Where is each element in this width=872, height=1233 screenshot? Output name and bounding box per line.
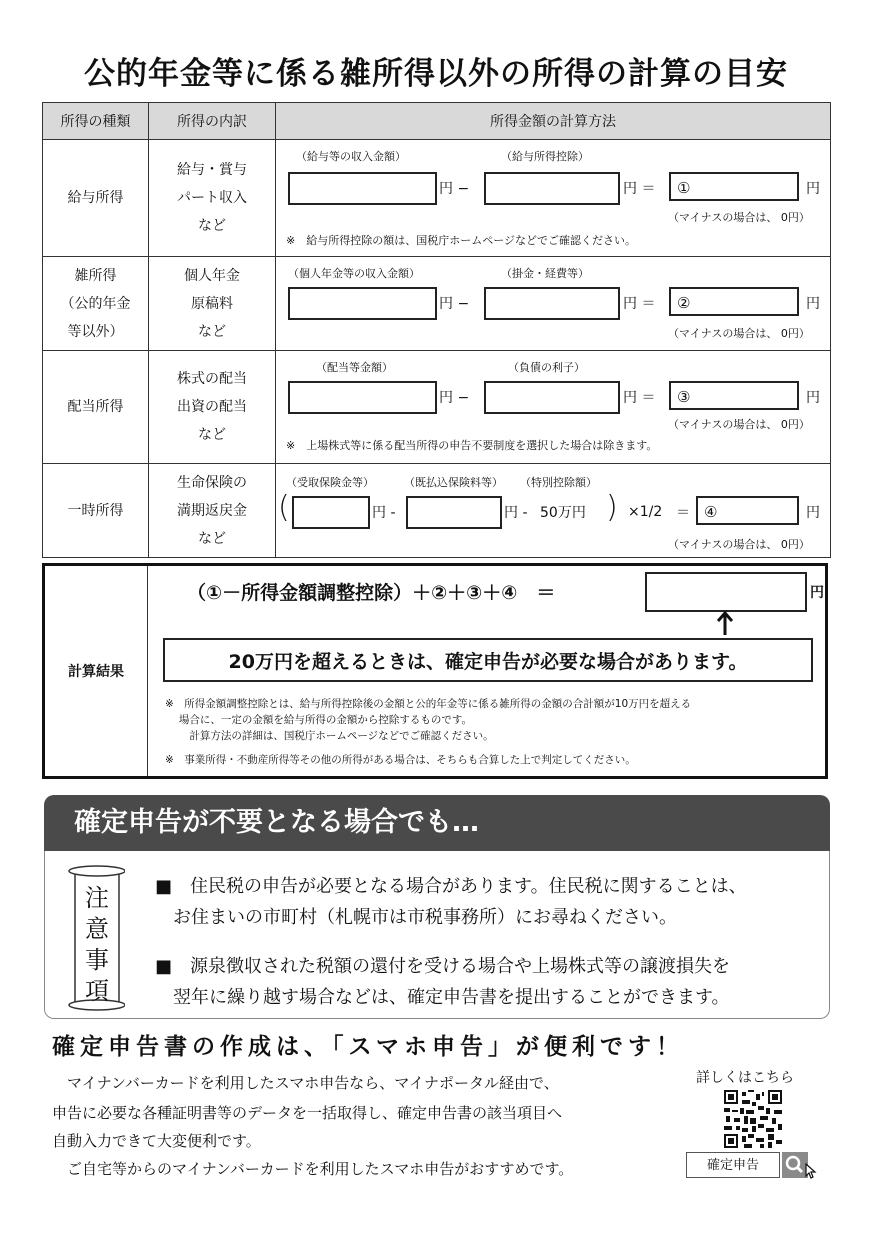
smartphone-heading: 確定申告書の作成は、「スマホ申告」が便利です！ (52, 1034, 685, 1060)
type-line: （公的年金 (60, 295, 131, 312)
special-deduction: 50万円 (540, 505, 586, 521)
income-calc-table (42, 102, 831, 558)
header-income-type: 所得の種類 (43, 103, 149, 140)
caution-item (155, 871, 747, 933)
result-label: 計算結果 (45, 566, 148, 776)
scroll-char: 注 (85, 884, 109, 912)
label-c: （特別控除額） (520, 476, 597, 489)
equals-op: 円 ＝ (623, 296, 656, 312)
detail-line: など (198, 218, 226, 234)
equals-op: ＝ (676, 505, 690, 521)
scroll-char: 項 (85, 977, 109, 1005)
scroll-text (77, 883, 117, 1007)
caution-line: ■ 源泉徴収された税額の還付を受ける場合や上場株式等の譲渡損失を (155, 956, 731, 977)
label-b: （負債の利子） (508, 361, 585, 374)
amount-input-b[interactable] (484, 172, 620, 205)
qr-code-icon[interactable] (724, 1090, 782, 1148)
qr-label: 詳しくはこちら (696, 1070, 794, 1086)
detail-line: 原稿料 (191, 295, 233, 312)
page-title: 公的年金等に係る雑所得以外の所得の計算の目安 (84, 56, 788, 92)
scroll-char: 事 (85, 946, 109, 974)
income-detail (149, 464, 276, 558)
amount-input-a[interactable] (288, 172, 437, 205)
label-b: （既払込保険料等） (404, 476, 503, 489)
search-icon[interactable] (782, 1150, 822, 1184)
label-b: （掛金・経費等） (501, 267, 589, 280)
result-notes (165, 696, 691, 768)
minus-op: 円 - (504, 505, 528, 521)
income-detail (149, 351, 276, 464)
yen-unit: 円 (806, 390, 820, 406)
table-row (43, 257, 831, 351)
detail-line: 株式の配当 (177, 371, 247, 387)
scroll-char: 意 (85, 915, 109, 943)
amount-input-a[interactable] (288, 287, 437, 320)
detail-line: 満期返戻金 (177, 502, 247, 519)
total-input[interactable] (645, 572, 807, 612)
label-a: （給与等の収入金額） (296, 150, 406, 163)
close-paren: ) (606, 490, 618, 525)
note-line: 場合に、一定の金額を給与所得の金額から控除するものです。 (165, 714, 472, 726)
minus-note: （マイナスの場合は、 0円） (668, 418, 810, 431)
type-line: 雑所得 (74, 267, 117, 284)
amount-input-a[interactable] (288, 381, 437, 414)
label-b: （給与所得控除） (501, 150, 589, 163)
note-line: 計算方法の詳細は、国税庁ホームページなどでご確認ください。 (165, 730, 494, 742)
minus-op: 円 - (372, 505, 396, 521)
minus-op: 円 − (439, 390, 470, 406)
type-line: 等以外） (67, 323, 124, 340)
calc-result-section (42, 563, 828, 779)
header-calc-method: 所得金額の計算方法 (276, 103, 831, 140)
detail-line: など (198, 427, 226, 443)
label-a: （配当等金額） (316, 361, 393, 374)
caution-line: ■ 住民税の申告が必要となる場合があります。住民税に関することは、 (155, 876, 747, 897)
caution-item (155, 951, 730, 1013)
yen-unit: 円 (806, 296, 820, 312)
caution-line: お住まいの市町村（札幌市は市税事務所）にお尋ねください。 (155, 907, 677, 928)
label-a: （個人年金等の収入金額） (288, 267, 420, 280)
row-note: ※ 給与所得控除の額は、国税庁ホームページなどでご確認ください。 (286, 234, 636, 247)
income-type (43, 257, 149, 351)
minus-note: （マイナスの場合は、 0円） (668, 538, 810, 551)
table-row (43, 140, 831, 257)
result-box-3[interactable]: ③ (669, 381, 799, 410)
minus-op: 円 − (439, 181, 470, 197)
income-type: 給与所得 (43, 140, 149, 257)
minus-op: 円 − (439, 296, 470, 312)
caution-box (44, 851, 830, 1019)
minus-note: （マイナスの場合は、 0円） (668, 211, 810, 224)
calc-cell (276, 257, 831, 351)
result-box-2[interactable]: ② (669, 287, 799, 316)
detail-line: 出資の配当 (177, 399, 247, 415)
caution-line: 翌年に繰り越す場合などは、確定申告書を提出することができます。 (155, 987, 730, 1008)
warning-box: 20万円を超えるときは、確定申告が必要な場合があります。 (163, 638, 813, 682)
detail-line: など (198, 323, 226, 340)
result-formula: （①－所得金額調整控除）＋②＋③＋④ ＝ (187, 582, 556, 604)
half-op: ×1/2 (628, 504, 663, 520)
income-type: 配当所得 (43, 351, 149, 464)
detail-line: 給与・賞与 (177, 162, 247, 178)
minus-note: （マイナスの場合は、 0円） (668, 327, 810, 340)
detail-line: 生命保険の (177, 474, 247, 491)
income-type: 一時所得 (43, 464, 149, 558)
body-line: マイナンバーカードを利用したスマホ申告なら、マイナポータル経由で、 (52, 1074, 559, 1092)
income-detail (149, 140, 276, 257)
row-note: ※ 上場株式等に係る配当所得の申告不要制度を選択した場合は除きます。 (286, 439, 658, 452)
open-paren: ( (278, 490, 290, 525)
equals-op: 円 ＝ (623, 390, 656, 406)
yen-unit: 円 (806, 181, 820, 197)
caution-band-title: 確定申告が不要となる場合でも… (44, 795, 830, 851)
body-line: 自動入力できて大変便利です。 (52, 1132, 261, 1150)
result-box-4[interactable]: ④ (696, 496, 799, 525)
income-detail (149, 257, 276, 351)
up-arrow-icon (717, 610, 733, 636)
search-box[interactable]: 確定申告 (686, 1152, 780, 1178)
amount-input-b[interactable] (406, 496, 502, 529)
detail-line: 個人年金 (184, 267, 240, 284)
detail-line: パート収入 (177, 190, 247, 206)
body-line: 申告に必要な各種証明書等のデータを一括取得し、確定申告書の該当項目へ (52, 1104, 563, 1122)
header-income-detail: 所得の内訳 (149, 103, 276, 140)
body-line: ご自宅等からのマイナンバーカードを利用したスマホ申告がおすすめです。 (52, 1160, 574, 1178)
calc-cell (276, 351, 831, 464)
note-line: ※ 事業所得・不動産所得等その他の所得がある場合は、そちらも合算した上で判定してください。 (165, 754, 636, 766)
table-header-row (43, 103, 831, 140)
result-box-1[interactable]: ① (669, 172, 799, 201)
amount-input-a[interactable] (292, 496, 370, 529)
table-row (43, 464, 831, 558)
calc-cell (276, 140, 831, 257)
calc-cell (276, 464, 831, 558)
label-a: （受取保険金等） (286, 476, 374, 489)
detail-line: など (198, 530, 226, 547)
equals-op: 円 ＝ (623, 181, 656, 197)
amount-input-b[interactable] (484, 381, 620, 414)
scroll-emblem (67, 863, 125, 1011)
yen-unit: 円 (806, 505, 820, 521)
amount-input-b[interactable] (484, 287, 620, 320)
table-row (43, 351, 831, 464)
note-line: ※ 所得金額調整控除とは、給与所得控除後の金額と公的年金等に係る雑所得の金額の合計額が10万円を超える (165, 698, 692, 710)
yen-unit: 円 (810, 585, 824, 601)
